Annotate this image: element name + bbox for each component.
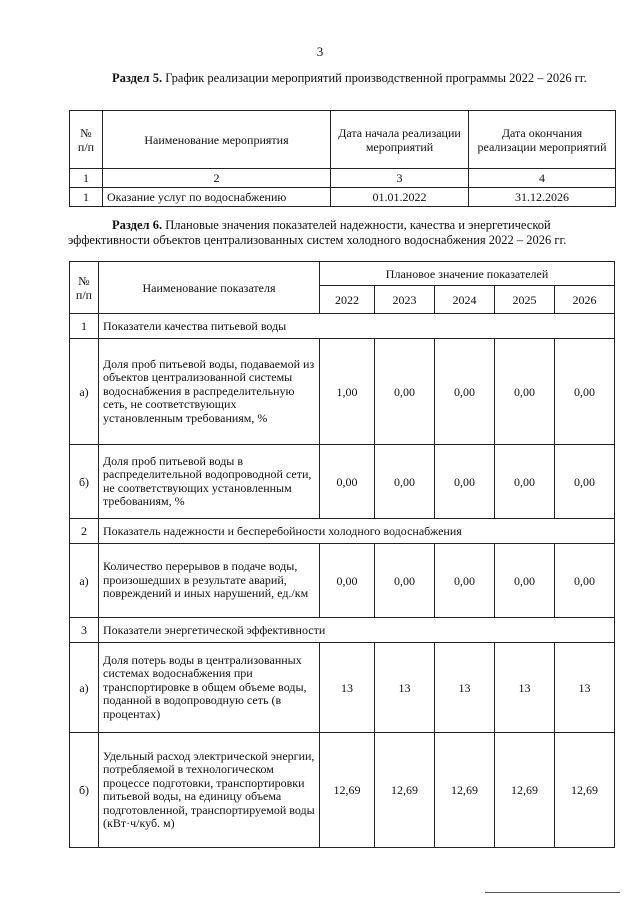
value-cell: 0,00 <box>320 544 375 618</box>
group-num: 1 <box>70 314 99 339</box>
value-cell: 0,00 <box>495 445 555 519</box>
year-header: 2025 <box>495 286 555 314</box>
value-cell: 0,00 <box>495 544 555 618</box>
year-header: 2026 <box>555 286 615 314</box>
value-cell: 13 <box>495 643 555 733</box>
header-indicator-name: Наименование показателя <box>99 262 320 314</box>
value-cell: 12,69 <box>495 733 555 848</box>
year-header: 2022 <box>320 286 375 314</box>
value-cell: 12,69 <box>375 733 435 848</box>
value-cell: 12,69 <box>320 733 375 848</box>
schedule-table <box>69 110 616 207</box>
indicator-text: Доля проб питьевой воды в распределительной водопроводной сети, не соответствующих установленным требованиям, % <box>99 445 320 519</box>
group-row <box>70 618 615 643</box>
header-start-date: Дата начала реализации мероприятий <box>331 111 469 169</box>
value-cell: 0,00 <box>435 339 495 445</box>
page-number: 3 <box>316 44 324 59</box>
header-activity-name: Наименование мероприятия <box>103 111 331 169</box>
value-cell: 12,69 <box>435 733 495 848</box>
group-title: Показатели энергетической эффективности <box>99 618 615 643</box>
group-row <box>70 519 615 544</box>
indicators-table <box>69 261 615 848</box>
header-num: № п/п <box>70 111 103 169</box>
table-row <box>70 544 615 618</box>
value-cell: 1,00 <box>320 339 375 445</box>
header-planned-values: Плановое значение показателей <box>320 262 615 286</box>
activity-name: Оказание услуг по водоснабжению <box>103 188 331 207</box>
section5-label: Раздел 5. <box>112 71 163 85</box>
group-row <box>70 314 615 339</box>
value-cell: 0,00 <box>555 339 615 445</box>
item-num: а) <box>70 643 99 733</box>
table-row <box>70 643 615 733</box>
section6-title: Плановые значения показателей надежности, качества и энергетической эффективности объектов централизованных систем холодного водоснабжения 2022 – 2026 гг. <box>68 218 567 247</box>
group-title: Показатели качества питьевой воды <box>99 314 615 339</box>
value-cell: 0,00 <box>375 339 435 445</box>
column-number: 1 <box>70 169 103 188</box>
column-number: 4 <box>469 169 616 188</box>
value-cell: 13 <box>435 643 495 733</box>
table-row <box>70 733 615 848</box>
item-num: а) <box>70 339 99 445</box>
header-end-date: Дата окончания реализации мероприятий <box>469 111 616 169</box>
year-header: 2023 <box>375 286 435 314</box>
start-date: 01.01.2022 <box>331 188 469 207</box>
value-cell: 0,00 <box>375 544 435 618</box>
value-cell: 0,00 <box>435 445 495 519</box>
value-cell: 0,00 <box>495 339 555 445</box>
value-cell: 12,69 <box>555 733 615 848</box>
row-num: 1 <box>70 188 103 207</box>
value-cell: 0,00 <box>375 445 435 519</box>
value-cell: 0,00 <box>435 544 495 618</box>
item-num: б) <box>70 445 99 519</box>
item-num: б) <box>70 733 99 848</box>
header-num: № п/п <box>70 262 99 314</box>
table-row <box>70 445 615 519</box>
table-row <box>70 339 615 445</box>
indicator-text: Удельный расход электрической энергии, потребляемой в технологическом процессе подготовки, транспортировки питьевой воды, на единицу объема подготовленной, транспортируемой воды (кВт·ч/куб. м) <box>99 733 320 848</box>
end-date: 31.12.2026 <box>469 188 616 207</box>
value-cell: 13 <box>555 643 615 733</box>
value-cell: 0,00 <box>555 445 615 519</box>
item-num: а) <box>70 544 99 618</box>
table-row <box>70 188 616 207</box>
section6-heading <box>68 218 613 248</box>
section5-title: График реализации мероприятий производственной программы 2022 – 2026 гг. <box>162 71 587 85</box>
value-cell: 0,00 <box>320 445 375 519</box>
indicator-text: Доля проб питьевой воды, подаваемой из объектов централизованной системы водоснабжения в распределительную сеть, не соответствующих установленным требованиям, % <box>99 339 320 445</box>
footer-divider <box>485 892 620 893</box>
value-cell: 13 <box>375 643 435 733</box>
indicator-text: Доля потерь воды в централизованных системах водоснабжения при транспортировке в общем объеме воды, поданной в водопроводную сеть (в процентах) <box>99 643 320 733</box>
year-header: 2024 <box>435 286 495 314</box>
section6-label: Раздел 6. <box>112 218 163 232</box>
group-title: Показатель надежности и бесперебойности холодного водоснабжения <box>99 519 615 544</box>
column-number: 3 <box>331 169 469 188</box>
indicator-text: Количество перерывов в подаче воды, произошедших в результате аварий, повреждений и иных нарушений, ед./км <box>99 544 320 618</box>
group-num: 3 <box>70 618 99 643</box>
column-number: 2 <box>103 169 331 188</box>
group-num: 2 <box>70 519 99 544</box>
value-cell: 0,00 <box>555 544 615 618</box>
value-cell: 13 <box>320 643 375 733</box>
section5-heading <box>68 71 613 86</box>
